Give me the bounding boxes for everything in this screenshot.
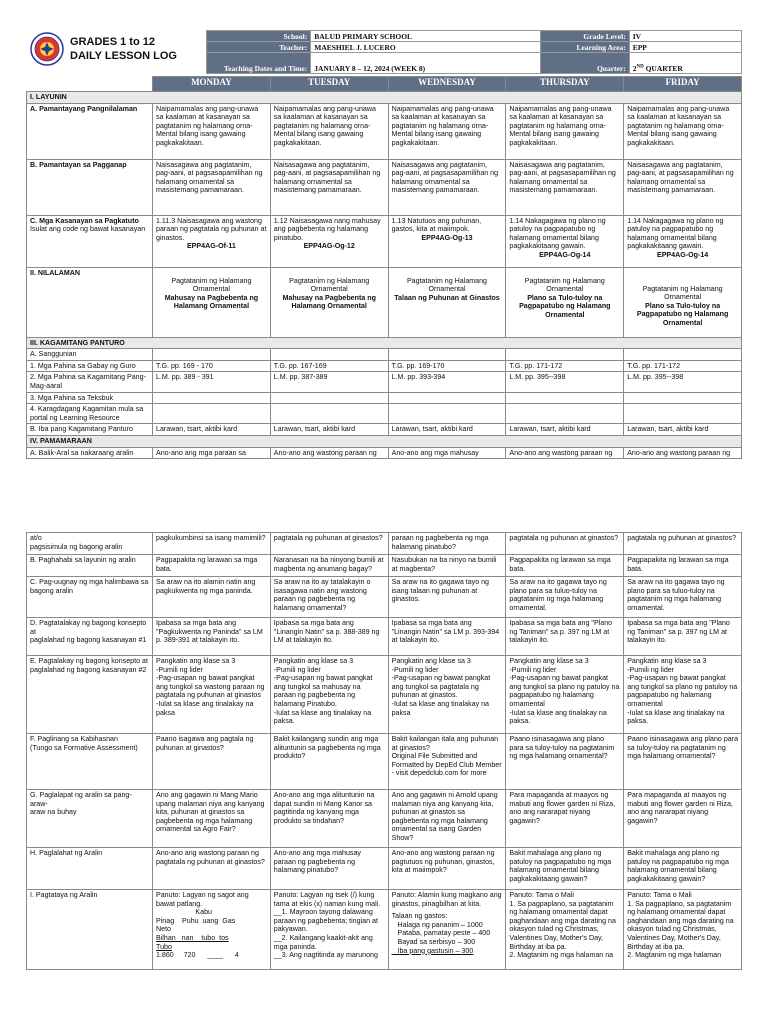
cell-tue	[270, 404, 388, 424]
section-title: I. LAYUNIN	[27, 92, 742, 104]
cell-tue	[270, 267, 388, 337]
day-header-row	[27, 77, 742, 92]
cell-tue: Ano-ano ang wastong paraan ng	[270, 447, 388, 459]
row-pamantayan-sa-pagganap	[27, 159, 742, 215]
cell-tue: T.G. pp. 167-169	[270, 360, 388, 372]
cell-mon: T.G. pp. 169 - 170	[153, 360, 271, 372]
cell-mon: pagkukumbinsi sa isang mamimili?	[153, 533, 271, 555]
cell-thu	[506, 215, 624, 267]
cell-thu: Larawan, tsart, aktibi kard	[506, 424, 624, 436]
grade-label: Grade Level:	[541, 31, 629, 42]
row-label: E. Pagtalakay ng bagong konsepto at paglalahad ng bagong kasanayan #2	[27, 656, 153, 734]
school-label: School:	[207, 31, 311, 42]
cell-fri	[624, 215, 742, 267]
learning-area-label: Learning Area:	[541, 42, 629, 53]
cell-fri	[624, 404, 742, 424]
expense-line: Halaga ng pananim – 1000	[391, 920, 483, 929]
row-label: D. Pagtatalakay ng bagong konsepto at paglalahad ng bagong kasanayan #1	[27, 618, 153, 656]
cell-thu	[506, 267, 624, 337]
competency-text: 1.13 Natutuos ang puhunan, gastos, kita at maiimpok.	[391, 216, 482, 234]
document-title	[70, 35, 177, 63]
cell-mon: Sa araw na ito alamin natin ang pagkukwenta ng mga paninda.	[153, 577, 271, 618]
school-value: BALUD PRIMARY SCHOOL	[311, 31, 541, 42]
cell-thu: Naipamamalas ang pang-unawa sa kaalaman at kasanayan sa pagtatanim ng halamang orna- Mental bilang isang gawaing pagkakakitaan.	[506, 103, 624, 159]
section-title: III. KAGAMITANG PANTURO	[27, 337, 742, 349]
cell-tue	[270, 215, 388, 267]
competency-text: 1.14 Nakagagawa ng plano ng patuloy na pagpapatubo ng halamang ornamental bilang pagkakakitaang gawain.	[509, 216, 606, 251]
cell-fri: Pagpapakita ng larawan sa mga bata.	[624, 555, 742, 577]
content-topic: Pagtatanim ng Halamang Ornamental	[406, 276, 488, 294]
quarter-value	[629, 53, 741, 74]
expense-line: Pataba, pamatay peste – 400	[391, 929, 491, 938]
cell-thu: Ipabasa sa mga bata ang "Plano ng Taniman" sa p. 397 ng LM at talakayin ito.	[506, 618, 624, 656]
cell-thu	[506, 349, 624, 361]
cell-mon	[153, 215, 271, 267]
competency-code: EPP4AG-Of-11	[186, 242, 236, 251]
competency-code: EPP4AG-Og-14	[539, 250, 591, 259]
competency-code: EPP4AG-Og-12	[303, 242, 355, 251]
row-paghahabi	[27, 555, 742, 577]
cell-wed: Ipabasa sa mga bata ang "Linangin Natin" sa LM p. 393-394 at talakayin ito.	[388, 618, 506, 656]
row-label: 4. Karagdagang Kagamitan mula sa portal ng Learning Resource	[27, 404, 153, 424]
cell-fri: Bakit mahalaga ang plano ng patuloy na pagpapatubo ng mga halamang ornamental bilang pagkakakitaang gawain?	[624, 848, 742, 890]
cell-wed: L.M. pp. 393-394	[388, 372, 506, 392]
cell-fri: Pangkatin ang klase sa 3 -Pumili ng lider -Pag-usapan ng bawat pangkat ang tungkol sa plano ng patuloy na pagpapatubo ng halamang ornamental -Iulat sa klase ang tinalakay na paksa.	[624, 656, 742, 734]
cell-tue: Naipamamalas ang pang-unawa sa kaalaman at kasanayan sa pagtatanim ng halamang orna- Mental bilang isang gawaing pagkakakitaan.	[270, 103, 388, 159]
cell-wed: paraan ng pagbebenta ng mga halamang pinatubo?	[388, 533, 506, 555]
cell-mon	[153, 349, 271, 361]
deped-seal-icon	[30, 32, 64, 66]
competency-text: 1.14 Nakagagawa ng plano ng patuloy na pagpapatubo ng halamang ornamental bilang pagkakakitaang gawain.	[627, 216, 724, 251]
quarter-label: Quarter:	[541, 53, 629, 74]
title-line-1: GRADES 1 to 12	[70, 36, 155, 48]
cell-mon: Naisasagawa ang pagtatanim, pag-aani, at pagsasapamilihan ng halamang ornamental sa masistemang pamamaraan.	[153, 159, 271, 215]
cell-wed: T.G. pp. 169-170	[388, 360, 506, 372]
section-pamamaraan	[27, 435, 742, 447]
day-thursday: THURSDAY	[506, 77, 624, 92]
dll-page-1	[26, 30, 742, 459]
cell-wed	[388, 890, 506, 970]
cell-tue: Naranasan na ba ninyong bumili at magbenta ng anumang bagay?	[270, 555, 388, 577]
row-label: 3. Mga Pahina sa Teksbuk	[27, 392, 153, 404]
cell-wed: Ano-ano ang wastong paraan ng pagtutuos ng puhunan, ginastos, kita at maiimpok?	[388, 848, 506, 890]
cell-mon	[153, 890, 271, 970]
title-line-2: DAILY LESSON LOG	[70, 50, 177, 62]
row-teksbuk	[27, 392, 742, 404]
row-label: B. Paghahabi sa layunin ng aralin	[27, 555, 153, 577]
cell-tue: Sa araw na ito ay tatalakayin o isasagawa natin ang wastong paraan ng pagbebenta ng halamang ornamental?	[270, 577, 388, 618]
cell-mon	[153, 404, 271, 424]
lesson-table-page-1	[26, 76, 742, 459]
row-paglalapat	[27, 790, 742, 848]
cell-fri: Panuto: Tama o Mali 1. Sa pagpaplano, sa pagtatanim ng halamang ornamental dapat paghandaan ang mga darating na okasyon tulad ng Christmas, Valentines Day, Mother's Day, Birthday at iba pa. 2. Magtanim ng mga halaman	[624, 890, 742, 970]
assessment-instructions: Panuto: Alamin kung magkano ang ginastos, pinagbilhan at kita.	[391, 891, 502, 908]
cell-tue: Ano-ano ang mga alituntunin na dapat sundin ni Mang Kanor sa pagtitinda ng kanyang mga produkto sa tindahan?	[270, 790, 388, 848]
assessment-line: Kabu	[156, 908, 212, 917]
cell-thu: Naisasagawa ang pagtatanim, pag-aani, at pagsasapamilihan ng halamang ornamental sa masistemang pamamaraan.	[506, 159, 624, 215]
cell-wed	[388, 392, 506, 404]
cell-fri: Para mapaganda at maayos ng mabuti ang flower garden ni Riza, ano ang nararapat niyang gagawin?	[624, 790, 742, 848]
row-label: I. Pagtataya ng Aralin	[27, 890, 153, 970]
assessment-headers: Bilhan nan tubo tos	[156, 933, 229, 942]
cell-thu: Pangkatin ang klase sa 3 -Pumili ng lider -Pag-usapan ng bawat pangkat ang tungkol sa plano ng patuloy na pagpapatubo ng halamang ornamental -Iulat sa klase ang tinalakay na paksa.	[506, 656, 624, 734]
header-meta-table	[206, 30, 742, 74]
cell-thu: Paano isinasagawa ang plano para sa tuloy-tuloy na pagtatanim ng mga halamang ornamental?	[506, 734, 624, 790]
cell-mon: Pangkatin ang klase sa 3 -Pumili ng lider -Pag-usapan ng bawat pangkat ang tungkol sa wastong paraan ng pagtatala ng puhunan at ginastos -Iulat sa klase ang tinalakay na paksa	[153, 656, 271, 734]
content-title: Mahusay na Pagbebenta ng Halamang Ornamental	[282, 293, 376, 311]
competency-code: EPP4AG-Og-13	[421, 233, 473, 242]
quarter-text: QUARTER	[643, 64, 683, 73]
cell-mon: Pagpapakita ng larawan sa mga bata.	[153, 555, 271, 577]
cell-wed: Naipamamalas ang pang-unawa sa kaalaman at kasanayan sa pagtatanim ng halamang orna- Mental bilang isang gawaing pagkakakitaan.	[388, 103, 506, 159]
row-nilalaman	[27, 267, 742, 337]
row-label: H. Paglalahat ng Aralin	[27, 848, 153, 890]
cell-thu: Panuto: Tama o Mali 1. Sa pagpaplano, sa pagtatanim ng halamang ornamental dapat paghandaan ang mga darating na okasyon tulad ng Christmas, Valentines Day, Mother's Day, Birthday at iba pa. 2. Magtanim ng mga halaman na	[506, 890, 624, 970]
cell-tue: L.M. pp. 387-389	[270, 372, 388, 392]
row-sanggunian	[27, 349, 742, 361]
lesson-table-page-2	[26, 532, 742, 970]
cell-mon	[153, 392, 271, 404]
day-friday: FRIDAY	[624, 77, 742, 92]
cell-thu	[506, 404, 624, 424]
row-paglalahat	[27, 848, 742, 890]
cell-wed: Larawan, tsart, aktibi kard	[388, 424, 506, 436]
cell-wed	[388, 349, 506, 361]
cell-fri: L.M. pp. 395--398	[624, 372, 742, 392]
cell-fri: Naisasagawa ang pagtatanim, pag-aani, at pagsasapamilihan ng halamang ornamental sa masistemang pamamaraan.	[624, 159, 742, 215]
row-balik-aral-cont	[27, 533, 742, 555]
cell-wed	[388, 215, 506, 267]
row-label: B. Pamantayan sa Pagganap	[27, 159, 153, 215]
cell-thu: Bakit mahalaga ang plano ng patuloy na pagpapatubo ng mga halamang ornamental bilang pagkakakitaang gawain?	[506, 848, 624, 890]
quarter-number: 2	[632, 64, 637, 73]
day-tuesday: TUESDAY	[270, 77, 388, 92]
cell-wed: Naisasagawa ang pagtatanim, pag-aani, at pagsasapamilihan ng halamang ornamental sa masistemang pamamaraan.	[388, 159, 506, 215]
cell-fri	[624, 349, 742, 361]
corner-cell	[27, 77, 153, 92]
content-topic: Pagtatanim ng Halamang Ornamental	[171, 276, 252, 294]
dates-label: Teaching Dates and Time:	[207, 53, 311, 74]
row-pagtatalakay-1	[27, 618, 742, 656]
content-topic: Pagtatanim ng Halamang Ornamental	[524, 276, 605, 294]
day-wednesday: WEDNESDAY	[388, 77, 506, 92]
cell-mon: Ipabasa sa mga bata ang "Pagkukwenta ng Paninda" sa LM p. 389-391 at talakayin ito.	[153, 618, 271, 656]
cell-thu: Pagpapakita ng larawan sa mga bata.	[506, 555, 624, 577]
cell-mon: Ano-ano ang mga paraan sa	[153, 447, 271, 459]
section-kagamitang-panturo	[27, 337, 742, 349]
cell-thu: L.M. pp. 395--398	[506, 372, 624, 392]
row-label: C. Pag-uugnay ng mga halimbawa sa bagong aralin	[27, 577, 153, 618]
row-pag-uugnay	[27, 577, 742, 618]
row-label: G. Paglalapat ng aralin sa pang-araw- araw na buhay	[27, 790, 153, 848]
row-paglinang	[27, 734, 742, 790]
assessment-instructions: Panuto: Lagyan ng sagot ang bawat patlang.	[156, 891, 249, 908]
cell-fri: pagtatala ng puhunan at ginastos?	[624, 533, 742, 555]
cell-tue: Ipabasa sa mga bata ang "Linangin Natin" sa p. 388-389 ng LM at talakayin ito.	[270, 618, 388, 656]
cell-wed: Pangkatin ang klase sa 3 -Pumili ng lider -Pag-usapan ng bawat pangkat ang tungkol sa pagtatala ng puhunan at ginastos. -Iulat sa klase ang tinalakay na paksa	[388, 656, 506, 734]
content-title: Plano sa Tulo-tuloy na Pagpapatubo ng Halamang Ornamental	[636, 301, 729, 327]
competency-text: 1.11.3 Naisasagawa ang wastong paraan ng pagtatala ng puhunan at ginastos.	[156, 216, 267, 242]
row-label-sub: Isulat ang code ng bawat kasanayan	[30, 225, 146, 234]
cell-fri: Sa araw na ito gagawa tayo ng plano para sa tuluo-tuloy na pagtatanim ng mga halamang ornamental.	[624, 577, 742, 618]
row-pagtalakay-2	[27, 656, 742, 734]
cell-thu: Sa araw na ito gagawa tayo ng plano para sa tuluo-tuloy na pagtatanim ng mga halamang ornamental.	[506, 577, 624, 618]
cell-tue	[270, 349, 388, 361]
content-topic: Pagtatanim ng Halamang Ornamental	[642, 284, 723, 302]
cell-fri: Ipabasa sa mga bata ang "Plano ng Taniman" sa p. 397 ng LM at talakayin ito.	[624, 618, 742, 656]
row-label: B. Iba pang Kagamitang Panturo	[27, 424, 153, 436]
row-label: A. Sanggunian	[27, 349, 153, 361]
assessment-line: Pinag Puhu uang Gas	[156, 916, 236, 925]
cell-mon: Ano ang gagawin ni Mang Mario upang malaman niya ang kanyang kita, puhunan at ginastos sa pagbebenta ng mga halamang ornamental sa Agro Fair?	[153, 790, 271, 848]
cell-tue	[270, 392, 388, 404]
cell-thu: Para mapaganda at maayos ng mabuti ang flower garden ni Riza, ano ang nararapat niyang gagawin?	[506, 790, 624, 848]
cell-wed	[388, 267, 506, 337]
cell-fri	[624, 392, 742, 404]
content-topic: Pagtatanim ng Halamang Ornamental	[289, 276, 370, 294]
row-label-title: C. Mga Kasanayan sa Pagkatuto	[30, 216, 139, 225]
row-pamantayang-pangnilalaman	[27, 103, 742, 159]
cell-thu	[506, 392, 624, 404]
cell-wed: Nasubukan na ba ninyo na bumili at magbenta?	[388, 555, 506, 577]
cell-tue: pagtatala ng puhunan at ginastos?	[270, 533, 388, 555]
row-kagamitang-pang-mag-aaral	[27, 372, 742, 392]
cell-thu: pagtatala ng puhunan at ginastos?	[506, 533, 624, 555]
row-karagdagang-kagamitan	[27, 404, 742, 424]
competency-code: EPP4AG-Og-14	[656, 250, 709, 259]
grade-value: IV	[629, 31, 741, 42]
row-mga-kasanayan	[27, 215, 742, 267]
cell-fri: Ano-ano ang wastong paraan ng	[624, 447, 742, 459]
row-label	[27, 215, 153, 267]
cell-wed: Ano-ano ang mga mahusay	[388, 447, 506, 459]
cell-tue: Bakit kailangang sundin ang mga alituntunin sa pagbebenta ng mga produkto?	[270, 734, 388, 790]
cell-mon: Naipamamalas ang pang-unawa sa kaalaman at kasanayan sa pagtatanim ng halamang orna- Mental bilang isang gawaing pagkakakitaan.	[153, 103, 271, 159]
content-title: Mahusay na Pagbebenta ng Halamang Ornamental	[164, 293, 259, 311]
cell-wed: Sa araw na ito gagawa tayo ng isang talaan ng puhunan at ginastos.	[388, 577, 506, 618]
cell-fri: T.G. pp. 171-172	[624, 360, 742, 372]
expense-line: Bayad sa serbisyo – 300	[391, 937, 476, 946]
cell-thu: T.G. pp. 171-172	[506, 360, 624, 372]
row-balik-aral	[27, 447, 742, 459]
content-title: Plano sa Tulo-tuloy na Pagpapatubo ng Halamang Ornamental	[519, 293, 611, 319]
cell-mon: Larawan, tsart, aktibi kard	[153, 424, 271, 436]
section-title: IV. PAMAMARAAN	[27, 435, 742, 447]
cell-fri: Paano isinasagawa ang plano para sa tuloy-tuloy na pagtatanim ng mga halamang ornamental?	[624, 734, 742, 790]
day-monday: MONDAY	[153, 77, 271, 92]
competency-text: 1.12 Naisasagawa nang mahusay ang pagbebenta ng halamang pinatubo.	[273, 216, 381, 242]
row-pagtataya	[27, 890, 742, 970]
teacher-label: Teacher:	[207, 42, 311, 53]
dll-header	[26, 30, 742, 73]
row-label: 1. Mga Pahina sa Gabay ng Guro	[27, 360, 153, 372]
assessment-line: Neto	[156, 925, 171, 934]
cell-thu: Ano-ano ang wastong paraan ng	[506, 447, 624, 459]
cell-mon: Paano isagawa ang pagtala ng puhunan at ginastos?	[153, 734, 271, 790]
row-label: A. Pamantayang Pangnilalaman	[27, 103, 153, 159]
cell-tue: Naisasagawa ang pagtatanim, pag-aani, at pagsasapamilihan ng halamang ornamental sa masistemang pamamaraan.	[270, 159, 388, 215]
cell-wed: Ano ang gagawin ni Arnold upang malaman niya ang kanyang kita, puhunan at ginastos sa pagbebenta ng mga halamang ornamental sa isang Garden Show?	[388, 790, 506, 848]
row-label: 2. Mga Pahina sa Kagamitang Pang- Mag-aaral	[27, 372, 153, 392]
cell-mon	[153, 267, 271, 337]
cell-fri: Larawan, tsart, aktibi kard	[624, 424, 742, 436]
row-label: at/o pagsisimula ng bagong aralin	[27, 533, 153, 555]
row-label: A. Balik-Aral sa nakaraang aralin	[27, 447, 153, 459]
cell-tue: Panuto: Lagyan ng tsek (/) kung tama at ekis (x) naman kung mali. __1. Mayroon tayong dalawang paraan ng pagbebenta; tingian at pakyawan. __2. Kailangang kaakit-akit ang mga paninda. __3. Ang nagtitinda ay marunong	[270, 890, 388, 970]
assessment-values: 1.860 720 ____ 4	[156, 951, 239, 960]
row-iba-pang-kagamitan	[27, 424, 742, 436]
dll-page-2	[26, 532, 742, 970]
cell-fri: Naipamamalas ang pang-unawa sa kaalaman at kasanayan sa pagtatanim ng halamang orna- Mental bilang isang gawaing pagkakakitaan.	[624, 103, 742, 159]
assessment-line: Tubo	[156, 942, 172, 951]
expense-table-title: Talaan ng gastos:	[391, 912, 448, 921]
cell-fri	[624, 267, 742, 337]
cell-tue: Ano-ano ang mga mahusay paraan ng pagbebenta ng halamang pinatubo?	[270, 848, 388, 890]
dates-value: JANUARY 8 – 12, 2024 (WEEK 8)	[311, 53, 541, 74]
expense-line: Iba pang gastusin – 300	[391, 946, 474, 955]
cell-tue: Larawan, tsart, aktibi kard	[270, 424, 388, 436]
cell-mon: L.M. pp. 389 - 391	[153, 372, 271, 392]
cell-wed: Bakit kailangan itala ang puhunan at ginastos? Original File Submitted and Formatted by DepEd Club Member - visit depedclub.com for more	[388, 734, 506, 790]
quarter-suffix: ND	[636, 64, 644, 70]
cell-wed	[388, 404, 506, 424]
section-layunin	[27, 92, 742, 104]
teacher-value: MAESHIEL J. LUCERO	[311, 42, 541, 53]
row-gabay-ng-guro	[27, 360, 742, 372]
content-title: Talaan ng Puhunan at Ginastos	[394, 293, 500, 302]
cell-tue: Pangkatin ang klase sa 3 -Pumili ng lider -Pag-usapan ng bawat pangkat ang tungkol sa mahusay na paraan ng pagbebenta ng halamang Pinatubo. -Iulat sa klase ang tinalakay na paksa.	[270, 656, 388, 734]
row-label: F. Paglinang sa Kabihasnan (Tungo sa Formative Assessment)	[27, 734, 153, 790]
row-label: II. NILALAMAN	[27, 267, 153, 337]
cell-mon: Ano-ano ang wastong paraan ng pagtatala ng puhunan at ginastos?	[153, 848, 271, 890]
learning-area-value: EPP	[629, 42, 741, 53]
